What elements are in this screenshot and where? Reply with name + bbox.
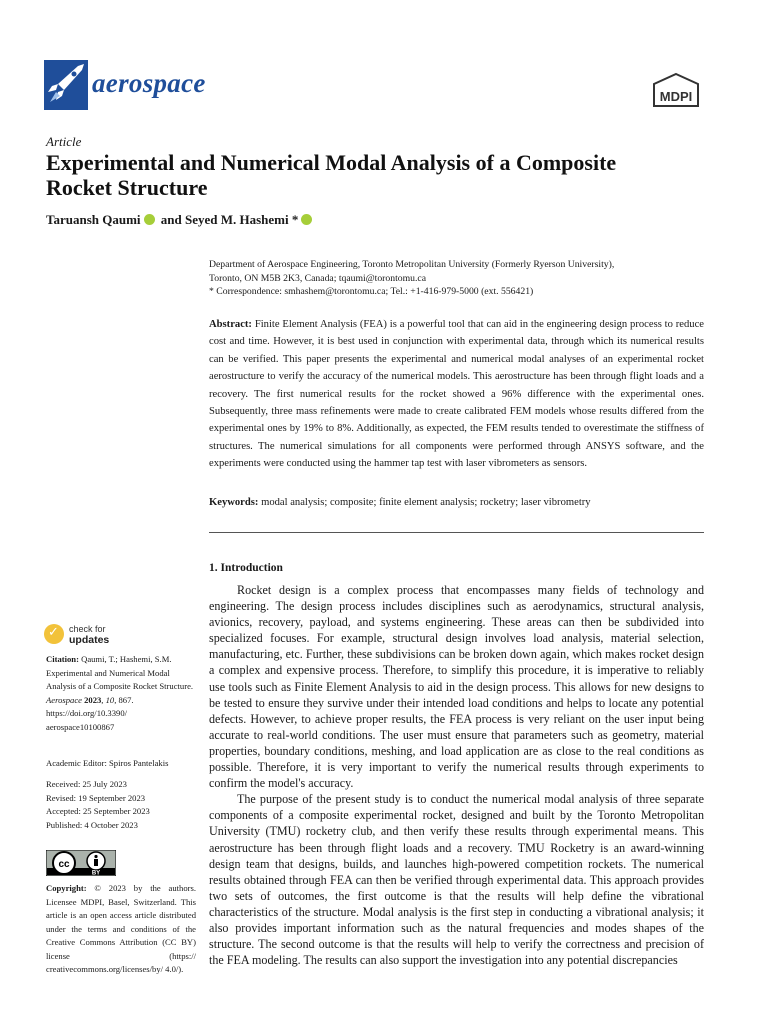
author-2: and Seyed M. Hashemi * — [157, 212, 299, 227]
cc-by-text: BY — [91, 870, 101, 876]
affiliation-line-1: Department of Aerospace Engineering, Toronto Metropolitan University (Formerly Ryerson University), — [209, 259, 615, 270]
check-for-updates-icon: ✓ — [44, 624, 64, 644]
citation-journal: Aerospace — [46, 694, 82, 705]
keywords-label: Keywords: — [209, 497, 259, 508]
citation-block: Citation: Qaumi, T.; Hashemi, S.M. Experimental and Numerical Modal Analysis of a Composite Rocket Structure. Aerospace 2023, 10, 867. https://doi.org/10.3390/ aerospace10100867 — [46, 654, 194, 732]
orcid-icon[interactable] — [301, 214, 312, 225]
journal-name: aerospace — [92, 68, 206, 98]
citation-doi[interactable]: , 867. https://doi.org/10.3390/ aerospace10100867 — [46, 694, 134, 732]
date-received: Received: 25 July 2023 — [46, 779, 127, 789]
citation-label: Citation: — [46, 654, 79, 664]
affiliations — [209, 258, 709, 299]
article-type: Article — [46, 134, 82, 149]
mdpi-logo-text: MDPI — [659, 89, 693, 104]
title-line-2: Rocket Structure — [46, 175, 208, 200]
citation-year: 2023 — [84, 694, 102, 705]
abstract-text: Finite Element Analysis (FEA) is a powerful tool that can aid in the engineering design process to reduce cost and time. However, it is best used in conjunction with experimental data, through which its numerical results can be verified. This paper presents the experimental and numerical modal analyses of an experimental rocket aerostructure to verify the accuracy of the numerical models. This aerostructure has been through flight loads and a recovery. The first numerical results for the rocket showed a 96% difference with the experimental ones. Subsequently, three mass refinements were made to create calibrated FEM models whose results differed from the experimental ones by 19% to 8%. Additionally, as expected, the FEM results tended to overestimate the stiffness of structures. The numerical simulations for all components were performed through ANSYS software, and the experiments were conducted using the hammer tap test with laser vibrometers as sensors. — [209, 319, 704, 470]
journal-rocket-logo — [44, 60, 88, 110]
citation-volume: 10 — [105, 694, 115, 705]
mdpi-logo — [650, 72, 702, 110]
section-divider — [209, 532, 704, 533]
date-published: Published: 4 October 2023 — [46, 819, 138, 830]
copyright-label: Copyright: — [46, 883, 87, 893]
abstract-label: Abstract: — [209, 319, 252, 330]
updates-label: updates — [69, 634, 110, 646]
orcid-icon[interactable] — [144, 214, 155, 225]
keywords-text: modal analysis; composite; finite element analysis; rocketry; laser vibrometry — [261, 497, 591, 508]
keywords — [209, 497, 704, 508]
abstract — [209, 316, 704, 473]
section-heading-introduction: 1. Introduction — [209, 562, 283, 574]
paragraph: Rocket design is a complex process that encompasses many fields of technology and engineering. The design process includes disciplines such as aerodynamics, structural analysis, avionics, recovery, payload, and systems engineering. These areas can then be subdivided into specialized focuses. For example, structural design involves load analysis, material selection, manufacturing, etc. Further, these subdivisions can be broken down again, which makes rocket design a complex and expensive process. Therefore, to simplify this procedure, it is imperative to reliably use tools such as Finite Element Analysis to aid in the design process. This allows for new designs to be tested to ensure they survive under their intended load conditions and helps to locate any potential defects. However, to achieve proper results, the FEA process is very reliant on the user input being accurate to real-world conditions. The user must ensure that parameters such as geometry, material properties, boundary conditions, meshing, and load application are as close to the real conditions as possible. Therefore, it is very important to verify the numerical results through experiments to confirm the model's accuracy. — [209, 583, 704, 791]
title-line-1: Experimental and Numerical Modal Analysis of a Composite — [46, 150, 617, 175]
correspondence: * Correspondence: smhashem@torontomu.ca; Tel.: +1-416-979-5000 (ext. 556421) — [209, 286, 534, 297]
author-1: Taruansh Qaumi — [46, 212, 141, 227]
affiliation-line-2: Toronto, ON M5B 2K3, Canada; tqaumi@torontomu.ca — [209, 272, 427, 284]
author-list — [46, 212, 315, 228]
svg-text:cc: cc — [58, 859, 70, 870]
academic-editor: Academic Editor: Spiros Pantelakis — [46, 758, 169, 768]
date-revised: Revised: 19 September 2023 — [46, 792, 146, 803]
paper-title — [46, 150, 726, 200]
date-accepted: Accepted: 25 September 2023 — [46, 806, 150, 816]
citation-text: Qaumi, T.; Hashemi, S.M. Experimental and Numerical Modal Analysis of a Composite Rocket Structure. — [46, 654, 194, 691]
copyright-notice — [46, 882, 196, 977]
cc-by-license-icon[interactable] — [46, 850, 116, 876]
copyright-text: © 2023 by the authors. Licensee MDPI, Basel, Switzerland. This article is an open access article distributed under the terms and conditions of the Creative Commons Attribution (CC BY) license (https:// creativecommons.org/licenses/by/ 4.0/). — [46, 883, 196, 974]
introduction-body — [209, 582, 704, 968]
check-for-label: check for — [69, 624, 106, 634]
publication-dates — [46, 778, 196, 832]
paragraph: The purpose of the present study is to conduct the numerical modal analysis of three separate components of a composite experimental rocket, designed and built by the Toronto Metropolitan University (TMU) rocketry club, and then verify these results through experimental means. This aerostructure has been through flight loads and a recovery. TMU Rocketry is an award-winning design team that designs, builds, and launches high-powered competition rockets. The numerical results obtained through FEA can then be verified through experimental data. This approach provides two sets of outcomes, the first outcome is that the results will help define the vibrational characteristics of the structure. Modal analysis is the first step in conducting a vibrational analysis; it also provides important information such as the natural frequencies and modes shapes of the structure. The second outcome is that the results will help to verify the correctness and precision of the FEA modeling. The results can also support the investigation into any potential discrepancies — [209, 792, 704, 968]
